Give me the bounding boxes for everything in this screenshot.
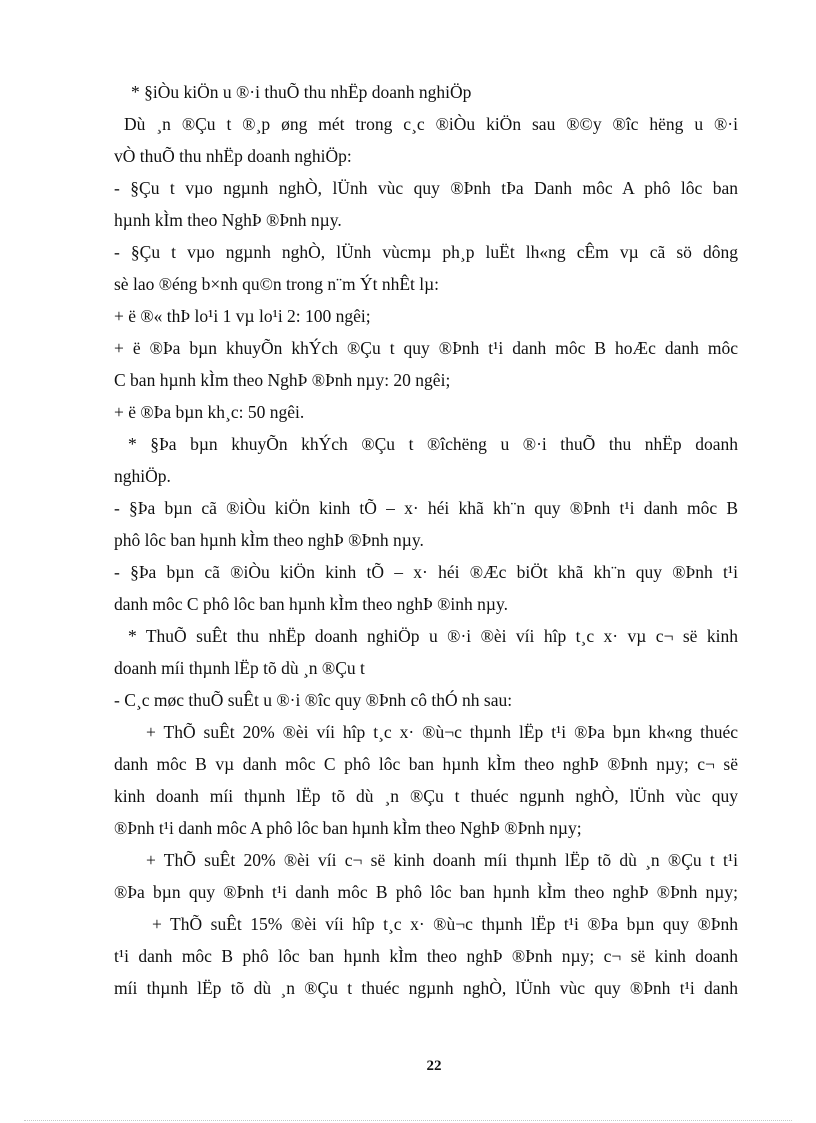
heading-tax-rates: * ThuÕ suÊt thu nhËp doanh nghiÖp u ®·i ®èi víi hîp t¸c x· vµ c¬ së kinh [128, 626, 738, 646]
list-item-line: + ThÕ suÊt 20% ®èi víi c¬ së kinh doanh míi thµnh lËp tõ dù ¸n ®Çu t t¹i [146, 850, 738, 870]
list-item-line: - §Çu t vµo ngµnh nghÒ, lÜnh vùc quy ®Þnh tÞa Danh môc A phô lôc ban [114, 178, 738, 198]
heading-incentive-areas: nghiÖp. [114, 466, 171, 486]
page-bottom-rule [24, 1120, 792, 1121]
list-item-line: míi thµnh lËp tõ dù ¸n ®Çu t thuéc ngµnh nghÒ, lÜnh vùc quy ®Þnh t¹i danh [114, 978, 738, 998]
page-number: 22 [426, 1058, 442, 1074]
list-item-line: + ë ®Þa bµn kh¸c: 50 ngêi. [114, 402, 305, 422]
list-item-line: + ThÕ suÊt 15% ®èi víi hîp t¸c x· ®ù¬c thµnh lËp t¹i ®Þa bµn quy ®Þnh [152, 914, 738, 934]
list-item-line: - §Þa bµn cã ®iÒu kiÖn kinh tÕ – x· héi ®Æc biÖt khã kh¨n quy ®Þnh t¹i [114, 562, 738, 582]
heading-incentive-areas: * §Þa bµn khuyÕn khÝch ®Çu t ®îchëng u ®·i thuÕ thu nhËp doanh [128, 434, 738, 454]
list-item-line: danh môc B vµ danh môc C phô lôc ban hµnh kÌm theo nghÞ ®Þnh nµy; c¬ së [114, 754, 738, 774]
list-item-line: + ë ®« thÞ lo¹i 1 vµ lo¹i 2: 100 ngêi; [114, 306, 371, 326]
heading-tax-rates: doanh míi thµnh lËp tõ dù ¸n ®Çu t [114, 658, 365, 678]
list-item-line: sè lao ®éng b×nh qu©n trong n¨m Ýt nhÊt lµ: [114, 274, 440, 294]
list-item-line: - §Çu t vµo ngµnh nghÒ, lÜnh vùcmµ ph¸p luËt lh«ng cÊm vµ cã sö dông [114, 242, 738, 262]
list-item-line: - C¸c møc thuÕ suÊt u ®·i ®îc quy ®Þnh cô thÓ nh sau: [114, 690, 513, 710]
paragraph-line: vÒ thuÕ thu nhËp doanh nghiÖp: [114, 146, 352, 166]
list-item-line: t¹i danh môc B phô lôc ban hµnh kÌm theo nghÞ ®Þnh nµy; c¬ së kinh doanh [114, 946, 738, 966]
list-item-line: + ë ®Þa bµn khuyÕn khÝch ®Çu t quy ®Þnh t¹i danh môc B hoÆc danh môc [114, 338, 738, 358]
heading-incentive-conditions: * §iÒu kiÖn u ®·i thuÕ thu nhËp doanh nghiÖp [131, 82, 472, 102]
list-item-line: ®Þa bµn quy ®Þnh t¹i danh môc B phô lôc ban hµnh kÌm theo nghÞ ®Þnh nµy; [114, 882, 738, 902]
list-item-line: danh môc C phô lôc ban hµnh kÌm theo nghÞ ®inh nµy. [114, 594, 508, 614]
list-item-line: - §Þa bµn cã ®iÒu kiÖn kinh tÕ – x· héi khã kh¨n quy ®Þnh t¹i danh môc B [114, 498, 738, 518]
list-item-line: C ban hµnh kÌm theo NghÞ ®Þnh nµy: 20 ngêi; [114, 370, 451, 390]
list-item-line: ®Þnh t¹i danh môc A phô lôc ban hµnh kÌm theo NghÞ ®Þnh nµy; [114, 818, 582, 838]
paragraph-line: Dù ¸n ®Çu t ®¸p øng mét trong c¸c ®iÒu kiÖn sau ®©y ®îc hëng u ®·i [124, 114, 738, 134]
list-item-line: hµnh kÌm theo NghÞ ®Þnh nµy. [114, 210, 342, 230]
list-item-line: + ThÕ suÊt 20% ®èi víi hîp t¸c x· ®ù¬c thµnh lËp t¹i ®Þa bµn kh«ng thuéc [146, 722, 738, 742]
list-item-line: kinh doanh míi thµnh lËp tõ dù ¸n ®Çu t thuéc ngµnh nghÒ, lÜnh vùc quy [114, 786, 738, 806]
list-item-line: phô lôc ban hµnh kÌm theo nghÞ ®Þnh nµy. [114, 530, 424, 550]
